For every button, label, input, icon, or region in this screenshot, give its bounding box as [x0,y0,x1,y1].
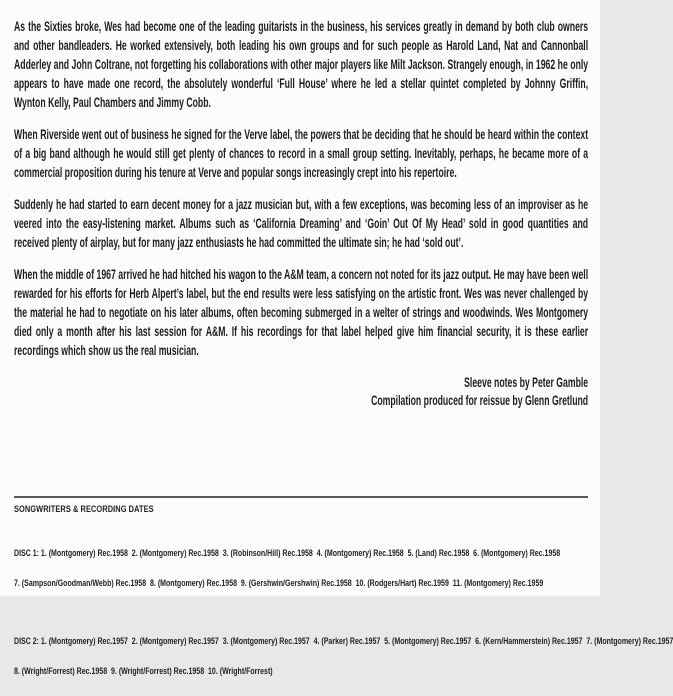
liner-notes-paragraph-4: When the middle of 1967 arrived he had hitched his wagon to the A&M team, a concern not noted for its jazz output. He may have been well rewarded for his efforts for Herb Alpert’s label, but the end results were less satisfying on the artistic front. Wes was never challenged by the material he had to negotiate on his later albums, often becoming submerged in a welter of strings and woodwinds. Wes Montgomery died only a month after his last session for A&M. If his recordings for that label helped give him financial security, it is these earlier recordings which show us the real musician. [14,266,589,358]
section-divider [14,496,588,498]
songwriters-section [14,496,673,696]
songwriters-heading: SONGWRITERS & RECORDING DATES [14,504,154,515]
credit-sleeve-notes: Sleeve notes by Peter Gamble [464,374,589,390]
disc-2-line-2: 8. (Wright/Forrest) Rec.1958 9. (Wright/Forrest) Rec.1958 10. (Wright/Forrest) [14,666,273,676]
disc-1-line-1: DISC 1: 1. (Montgomery) Rec.1958 2. (Montgomery) Rec.1958 3. (Robinson/Hill) Rec.1958 4. (Montgomery) Rec.1958 5. (Land) Rec.1958 6. (Montgomery) Rec.1958 [14,548,561,558]
disc-2-line-1: DISC 2: 1. (Montgomery) Rec.1957 2. (Montgomery) Rec.1957 3. (Montgomery) Rec.1957 4. (Parker) Rec.1957 5. (Montgomery) Rec.1957 6. (Kern/Hammerstein) Rec.1957 7. (Montgomery) Rec.1957 [14,636,673,646]
liner-notes-paragraph-1: As the Sixties broke, Wes had become one of the leading guitarists in the business, his services greatly in demand by both club owners and other bandleaders. He worked extensively, both leading his own groups and for such people as Harold Land, Nat and Cannonball Adderley and John Coltrane, not forgetting his collaborations with other major players like Milt Jackson. Strangely enough, in 1962 he only appears to have made one record, the absolutely wonderful ‘Full House’ where he led a stellar quintet completed by Johnny Griffin, Wynton Kelly, Paul Chambers and Jimmy Cobb. [14,18,589,110]
disc-1-line-2: 7. (Sampson/Goodman/Webb) Rec.1958 8. (Montgomery) Rec.1958 9. (Gershwin/Gershwin) Rec.1958 10. (Rodgers/Hart) Rec.1959 11. (Montgomery) Rec.1959 [14,578,544,588]
disc-2-recording-dates [14,616,673,696]
liner-notes-paragraph-2: When Riverside went out of business he signed for the Verve label, the powers that be deciding that he should be heard within the context of a big band although he would still get plenty of chances to record in a small group setting. Inevitably, perhaps, he became more of a commercial proposition during his tenure at Verve and popular songs increasingly crept into his repertoire. [14,126,589,180]
credits-block [14,373,588,409]
credit-compilation-producer: Compilation produced for reissue by Glenn Gretlund [371,392,589,408]
disc-1-recording-dates [14,528,588,608]
liner-notes-paragraph-3: Suddenly he had started to earn decent money for a jazz musician but, with a few exceptions, was becoming less of an improviser as he veered into the easy-listening market. Albums such as ‘California Dreaming’ and ‘Goin’ Out Of My Head’ sold in good quantities and received plenty of airplay, but for many jazz enthusiasts he had committed the ultimate sin; he had ‘sold out’. [14,196,589,250]
songwriters-text-block [14,504,673,696]
liner-notes-text-block [14,17,588,409]
liner-notes-body [14,17,588,409]
